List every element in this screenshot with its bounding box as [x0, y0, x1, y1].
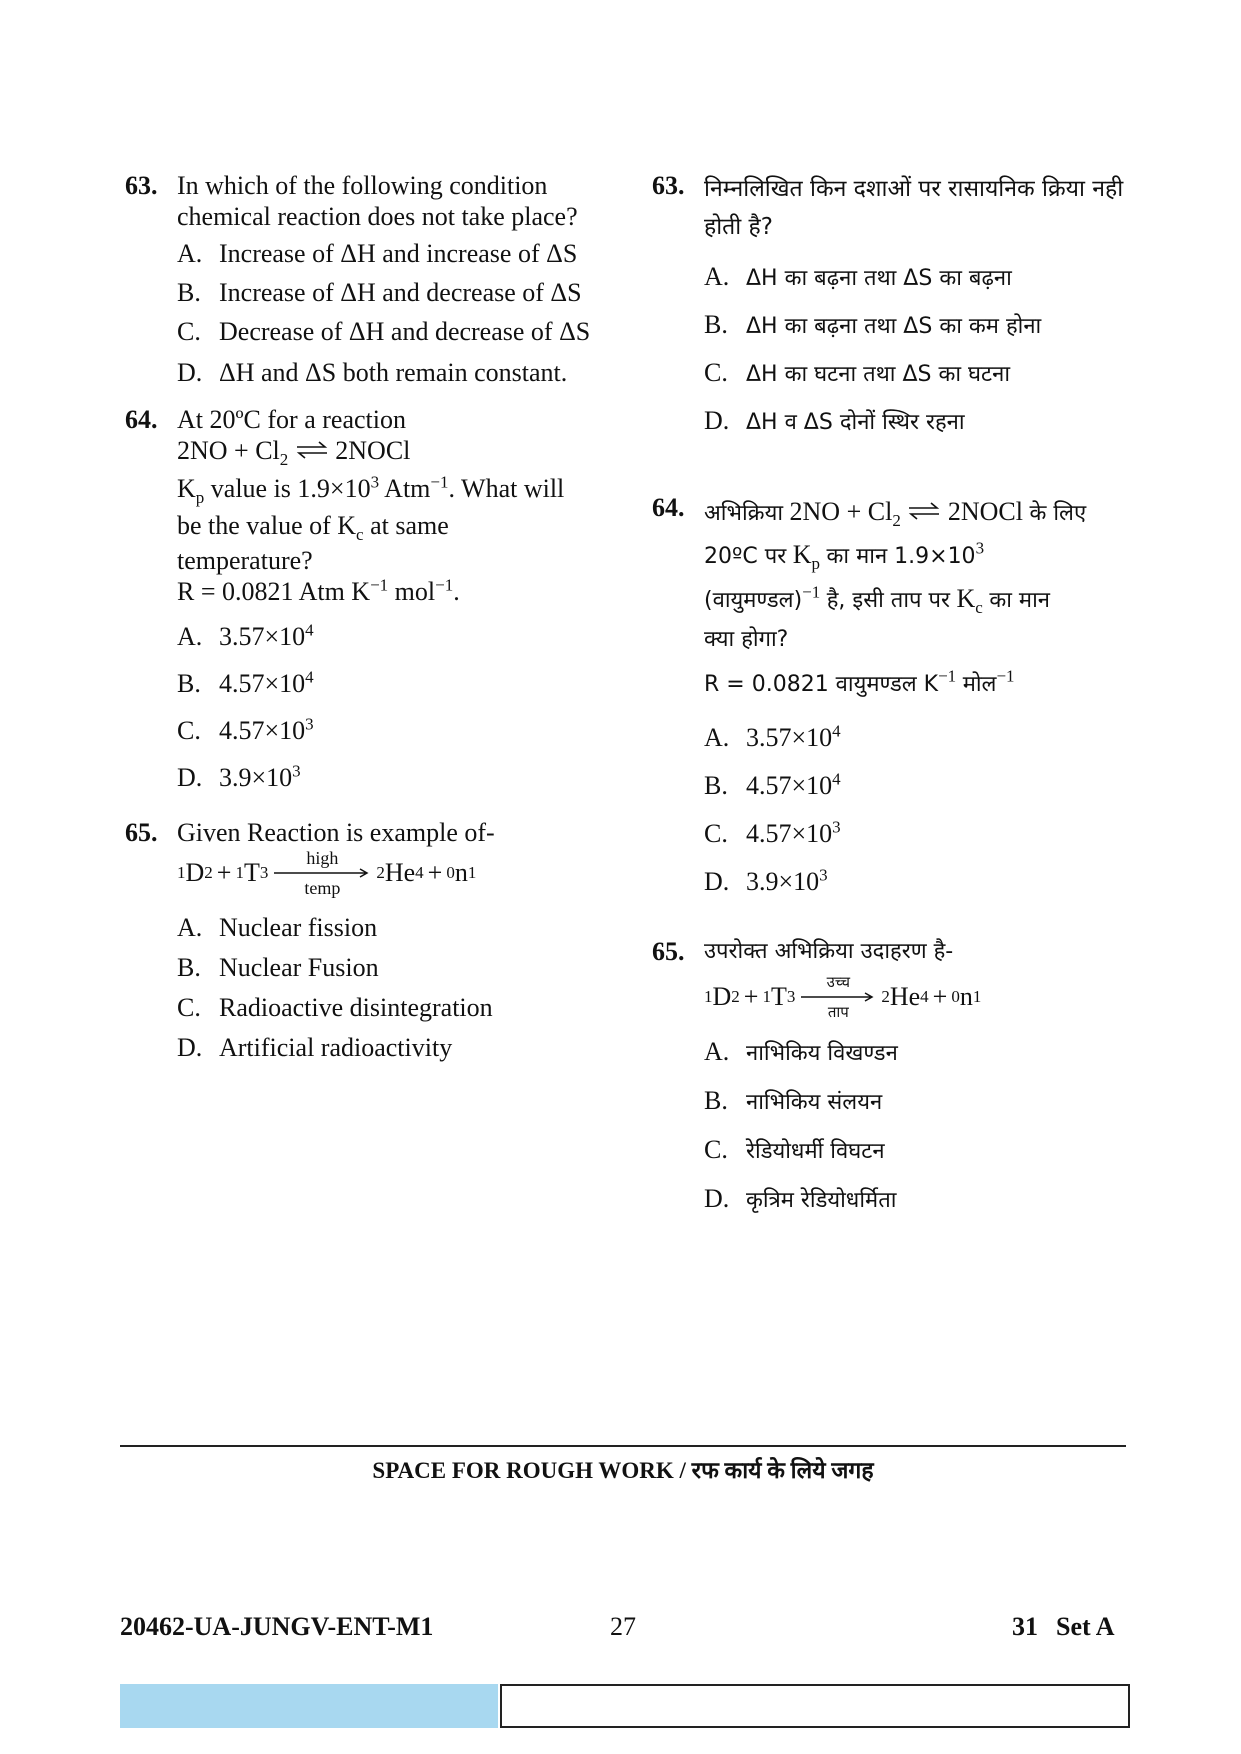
option-text: ΔH and ΔS both remain constant. — [219, 358, 568, 387]
arrow-top-label: high — [306, 848, 339, 868]
right-arrow-icon — [274, 868, 370, 878]
question-text: निम्नलिखित किन दशाओं पर रासायनिक क्रिया नही होती है? — [704, 176, 1124, 240]
option-value: 4.57×10 — [219, 716, 306, 745]
option-label: D. — [704, 406, 730, 435]
option — [704, 1028, 1132, 1077]
r-value: R = 0.0821 Atm K — [177, 577, 371, 606]
option — [704, 1077, 1132, 1126]
option-text: नाभिकिय संलयन — [746, 1090, 883, 1115]
arrow-bottom-label: ताप — [827, 1003, 849, 1021]
option — [177, 316, 625, 347]
nuclear-reaction: 1 D 2 + 1 T 3 उच्च ताप 2 He 4 + 0 n 1 — [704, 973, 982, 1021]
arrow-top-label: उच्च — [826, 973, 851, 991]
nuclide-symbol: He — [889, 982, 921, 1011]
plus-sign: + — [427, 858, 443, 887]
option-exponent: 3 — [832, 817, 841, 837]
r-exponent: −1 — [938, 666, 957, 686]
option-label: A. — [704, 1037, 730, 1066]
option — [177, 277, 625, 308]
question-text: In which of the following condition chemical reaction does not take place? — [177, 171, 578, 231]
option-label: C. — [704, 358, 728, 387]
option-value: 4.57×10 — [219, 669, 306, 698]
r-mol-exponent: −1 — [996, 666, 1015, 686]
kc-subscript: c — [356, 525, 364, 545]
r-end: . — [453, 577, 460, 606]
option-label: D. — [177, 358, 203, 387]
kp-line — [177, 472, 625, 508]
hindi-kc-line — [704, 578, 1132, 622]
option-label: C. — [704, 1135, 728, 1164]
option — [704, 1175, 1132, 1224]
kp-exponent: 3 — [975, 538, 985, 558]
hindi-column — [652, 170, 1132, 1224]
option-label: D. — [704, 1184, 730, 1213]
question-line: क्या होगा? — [704, 627, 789, 652]
paper-code: 20462-UA-JUNGV-ENT-M1 — [120, 1612, 434, 1641]
kp-value: का मान 1.9×10 — [826, 544, 976, 569]
nuclide-symbol: D — [185, 858, 205, 887]
option-text: Decrease of ΔH and decrease of ΔS — [219, 317, 591, 346]
option-label: B. — [177, 669, 201, 698]
option — [704, 810, 1132, 858]
option — [177, 952, 625, 983]
rough-work-label: SPACE FOR ROUGH WORK / रफ कार्य के लिये जगह — [372, 1458, 874, 1483]
reaction-rhs: 2NOCl — [947, 497, 1023, 526]
option-label: B. — [704, 310, 728, 339]
option-label: C. — [177, 993, 201, 1022]
option-label: D. — [704, 867, 730, 896]
option-exponent: 3 — [305, 714, 314, 734]
page-number: 27 — [610, 1612, 636, 1641]
option-label: A. — [177, 913, 203, 942]
reaction-lhs: 2NO + Cl — [789, 497, 893, 526]
kp-tail: . What will — [448, 474, 565, 503]
option — [177, 621, 625, 652]
nuclide-symbol: n — [454, 858, 468, 887]
r-mol-exponent: −1 — [435, 575, 454, 595]
reaction-arrow — [274, 848, 370, 898]
nuclide-symbol: T — [770, 982, 787, 1011]
gas-constant-line — [704, 666, 1132, 702]
question-number: 64. — [652, 493, 685, 522]
question-63-en — [125, 170, 625, 388]
kp-unit-exponent: −1 — [430, 472, 449, 492]
option — [177, 1032, 625, 1063]
r-exponent: −1 — [370, 575, 389, 595]
option — [177, 912, 625, 943]
option-text: ΔH व ΔS दोनों स्थिर रहना — [746, 410, 965, 435]
option — [704, 762, 1132, 810]
option-exponent: 4 — [832, 721, 841, 741]
right-arrow-icon — [801, 992, 875, 1002]
option-label: A. — [177, 239, 203, 268]
kp-prefix: 20ºC पर — [704, 544, 787, 569]
kc-line — [177, 510, 625, 545]
option-exponent: 3 — [819, 865, 828, 885]
question-number: 65. — [125, 818, 158, 847]
unit-exponent: −1 — [802, 582, 821, 602]
option — [177, 992, 625, 1023]
option — [704, 858, 1132, 906]
kc-prefix: be the value of — [177, 511, 331, 540]
option-text: Increase of ΔH and increase of ΔS — [219, 239, 578, 268]
question-64-hi — [652, 492, 1132, 906]
option-value: 3.9×10 — [746, 867, 820, 896]
option-text: Nuclear fission — [219, 913, 378, 942]
question-text: उपरोक्त अभिक्रिया उदाहरण है- — [704, 939, 954, 964]
option-text: ΔH का बढ़ना तथा ΔS का कम होना — [746, 314, 1042, 339]
option-label: B. — [177, 953, 201, 982]
kc-suffix: का मान — [989, 588, 1050, 613]
option-label: A. — [704, 723, 730, 752]
reaction-lhs-subscript: 2 — [892, 511, 901, 531]
gas-constant-line — [177, 576, 625, 607]
nuclide-symbol: He — [384, 858, 416, 887]
option-label: C. — [177, 317, 201, 346]
option — [704, 1126, 1132, 1175]
temperature-line: temperature? — [177, 546, 313, 575]
option — [704, 302, 1132, 350]
reaction-lhs-subscript: 2 — [279, 450, 289, 470]
question-number: 65. — [652, 937, 685, 966]
r-mol: मोल — [962, 672, 997, 697]
question-64-en — [125, 404, 625, 793]
nuclide-symbol: T — [243, 858, 260, 887]
equilibrium-arrow-icon — [295, 436, 329, 465]
nuclear-reaction: 1 D 2 + 1 T 3 high temp 2 He 4 + 0 n 1 — [177, 848, 477, 898]
unit-atm: (वायुमण्डल) — [704, 588, 803, 613]
hindi-reaction-line — [704, 492, 1132, 534]
option-label: A. — [177, 622, 203, 651]
footer-box — [500, 1684, 1130, 1728]
r-value: R = 0.0821 वायुमण्डल K — [704, 672, 939, 697]
option — [704, 714, 1132, 762]
option-value: 3.57×10 — [746, 723, 833, 752]
question-text: Given Reaction is example of- — [177, 818, 495, 847]
option — [177, 357, 625, 388]
option-value: 3.9×10 — [219, 763, 293, 792]
option-value: 3.57×10 — [219, 622, 306, 651]
option-value: 4.57×10 — [746, 771, 833, 800]
kc-symbol: K — [956, 584, 976, 613]
reaction-suffix: के लिए — [1029, 501, 1087, 526]
option-label: D. — [177, 1033, 203, 1062]
rough-work-divider — [120, 1445, 1126, 1447]
option-label: C. — [177, 716, 201, 745]
option-text: ΔH का बढ़ना तथा ΔS का बढ़ना — [746, 266, 1012, 291]
reaction-rhs: 2NOCl — [335, 436, 411, 465]
option-text: Artificial radioactivity — [219, 1033, 453, 1062]
kc-prefix: है, इसी ताप पर — [826, 588, 951, 613]
question-65-en — [125, 817, 625, 1063]
arrow-bottom-label: temp — [304, 878, 341, 898]
option-text: Radioactive disintegration — [219, 993, 493, 1022]
option — [177, 238, 625, 269]
reaction-prefix: अभिक्रिया — [704, 501, 784, 526]
equilibrium-arrow-icon — [907, 497, 941, 526]
option-text: Nuclear Fusion — [219, 953, 379, 982]
kp-subscript: p — [811, 554, 820, 574]
option-text: ΔH का घटना तथा ΔS का घटना — [746, 362, 1011, 387]
nuclide-symbol: D — [712, 982, 732, 1011]
option-label: B. — [704, 771, 728, 800]
kp-value: value is 1.9×10 — [210, 474, 371, 503]
question-number: 64. — [125, 405, 158, 434]
reaction-equation — [177, 435, 625, 470]
option-label: D. — [177, 763, 203, 792]
question-intro: At 20ºC for a reaction — [177, 405, 406, 434]
kp-unit: Atm — [384, 474, 431, 503]
option-label: A. — [704, 262, 730, 291]
plus-sign: + — [216, 858, 232, 887]
kc-subscript: c — [975, 598, 983, 618]
option-text: नाभिकिय विखण्डन — [746, 1041, 898, 1066]
option — [704, 254, 1132, 302]
option-label: B. — [177, 278, 201, 307]
kc-symbol: K — [337, 511, 357, 540]
plus-sign: + — [743, 982, 759, 1011]
option-label: C. — [704, 819, 728, 848]
option-text: कृत्रिम रेडियोधर्मिता — [746, 1188, 897, 1213]
option-label: B. — [704, 1086, 728, 1115]
option — [704, 398, 1132, 446]
reaction-lhs: 2NO + Cl — [177, 436, 280, 465]
english-column — [125, 170, 625, 1063]
kc-suffix: at same — [370, 511, 449, 540]
option-text: रेडियोधर्मी विघटन — [746, 1139, 885, 1164]
option — [177, 668, 625, 699]
set-label: Set A — [1056, 1612, 1115, 1641]
plus-sign: + — [932, 982, 948, 1011]
option — [177, 762, 625, 793]
kp-subscript: p — [195, 488, 205, 508]
option-text: Increase of ΔH and decrease of ΔS — [219, 278, 582, 307]
option-exponent: 3 — [292, 761, 301, 781]
question-65-hi — [652, 936, 1132, 1224]
nuclide-symbol: n — [959, 982, 973, 1011]
option — [704, 350, 1132, 398]
kp-symbol: K — [792, 540, 812, 569]
set-number: 31 — [1012, 1612, 1038, 1641]
question-63-hi — [652, 170, 1132, 446]
option — [177, 715, 625, 746]
question-number: 63. — [125, 171, 158, 200]
hindi-kp-line — [704, 534, 1132, 578]
option-value: 4.57×10 — [746, 819, 833, 848]
option-exponent: 4 — [305, 667, 314, 687]
question-number: 63. — [652, 171, 685, 200]
r-mol: mol — [394, 577, 436, 606]
kp-exponent: 3 — [370, 472, 380, 492]
reaction-arrow — [801, 972, 875, 1022]
footer-color-bar — [120, 1684, 498, 1728]
option-exponent: 4 — [832, 769, 841, 789]
option-exponent: 4 — [305, 620, 314, 640]
kp-symbol: K — [177, 474, 196, 503]
